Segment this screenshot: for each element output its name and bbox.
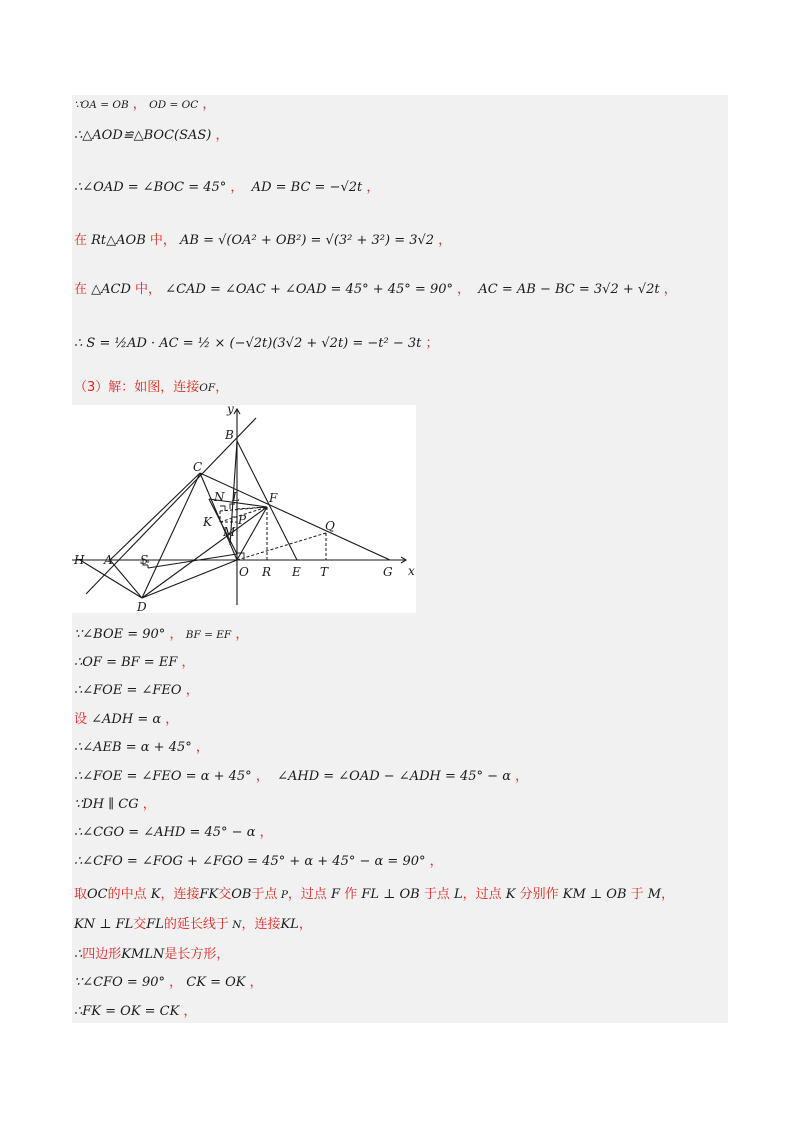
text-run: ， bbox=[434, 233, 452, 248]
text-run: ， bbox=[161, 712, 179, 727]
text-run: ， bbox=[231, 627, 249, 642]
text-run: AC = AB − BC = 3√2 + √2t bbox=[470, 282, 660, 297]
text-run: ； bbox=[421, 336, 439, 351]
text-run: OD = OC bbox=[145, 99, 199, 111]
solution-line bbox=[74, 740, 209, 756]
text-run: OC bbox=[87, 887, 108, 902]
text-run: CK = OK bbox=[182, 975, 246, 990]
solution-line bbox=[74, 683, 199, 699]
text-run: 的延长线于 bbox=[163, 917, 229, 932]
segment-AC bbox=[110, 473, 200, 560]
label-N: N bbox=[214, 490, 225, 504]
text-run: ∵∠BOE = 90° bbox=[74, 627, 166, 642]
text-run: KN ⊥ FL bbox=[74, 917, 134, 932]
text-run: 交 bbox=[218, 887, 232, 902]
text-run: Rt△AOB bbox=[91, 233, 146, 248]
text-run: 中， bbox=[130, 282, 162, 297]
text-run: ， bbox=[298, 917, 312, 932]
text-run: ， bbox=[362, 180, 380, 195]
label-x: x bbox=[408, 564, 415, 578]
text-run: ， bbox=[177, 655, 195, 670]
solution-line bbox=[74, 797, 156, 813]
text-run: ∴∠AEB = α + 45° bbox=[74, 740, 192, 755]
text-run: ∵DH ∥ CG bbox=[74, 797, 139, 812]
solution-line bbox=[74, 655, 195, 671]
text-run: ∴∠CFO = ∠FOG + ∠FGO = 45° + α + 45° − α = 90° bbox=[74, 854, 426, 869]
label-T: T bbox=[320, 565, 329, 579]
text-run: ∠CAD = ∠OAC + ∠OAD = 45° + 45° = 90° bbox=[161, 282, 453, 297]
text-run: ， bbox=[659, 282, 677, 297]
text-run: 交 bbox=[133, 917, 147, 932]
text-run: ∵OA = OB bbox=[74, 99, 129, 111]
text-run: 四边形 bbox=[82, 947, 122, 962]
solution-line bbox=[74, 947, 229, 963]
text-run: 分别作 bbox=[515, 887, 559, 902]
text-run: ∴ S = ½AD · AC = ½ × (−√2t)(3√2 + √2t) = −t² − 3t bbox=[74, 336, 422, 351]
segment-CG bbox=[200, 473, 390, 560]
text-run: ∴△AOD≌△BOC(SAS) bbox=[74, 128, 212, 143]
solution-line bbox=[74, 769, 528, 785]
label-Q: Q bbox=[325, 519, 335, 533]
solution-line bbox=[74, 975, 263, 991]
label-F: F bbox=[269, 491, 278, 505]
solution-line bbox=[74, 180, 379, 196]
text-run: ， bbox=[128, 97, 146, 112]
segment-DO bbox=[142, 560, 237, 598]
text-run: △ACD bbox=[91, 282, 131, 297]
text-run: ， bbox=[661, 887, 675, 902]
geometry-diagram bbox=[72, 405, 416, 613]
text-run: ∴∠CGO = ∠AHD = 45° − α bbox=[74, 825, 256, 840]
text-run: （3）解：如图，连接 bbox=[74, 380, 200, 395]
label-C: C bbox=[193, 460, 203, 474]
text-run: ∴OF = BF = EF bbox=[74, 655, 178, 670]
label-L: L bbox=[232, 490, 240, 504]
label-R: R bbox=[262, 565, 272, 579]
text-run: ， bbox=[251, 769, 269, 784]
text-run: ， bbox=[216, 947, 230, 962]
text-run: FL ⊥ OB bbox=[357, 887, 420, 902]
text-run: 设 bbox=[74, 712, 92, 727]
text-run: ， bbox=[245, 975, 263, 990]
text-run: AD = BC = −√2t bbox=[243, 180, 363, 195]
right-angle-mark-N bbox=[220, 506, 225, 511]
label-A: A bbox=[104, 553, 113, 567]
text-run: OF bbox=[199, 382, 216, 394]
text-run: KM ⊥ OB bbox=[558, 887, 627, 902]
label-S: S bbox=[140, 553, 149, 567]
text-run: ，过点 bbox=[462, 887, 502, 902]
text-run: 中， bbox=[145, 233, 176, 248]
solution-line bbox=[74, 712, 178, 728]
solution-line bbox=[74, 1004, 197, 1020]
text-run: K bbox=[146, 887, 161, 902]
text-run: ∠ADH = α bbox=[91, 712, 162, 727]
label-M: M bbox=[223, 525, 236, 539]
text-run: ，连接 bbox=[160, 887, 200, 902]
segment-AD bbox=[110, 560, 142, 598]
text-run: 的中点 bbox=[107, 887, 147, 902]
line-through-A-B bbox=[86, 418, 256, 594]
text-run: 于点 bbox=[419, 887, 450, 902]
text-run: BF = EF bbox=[182, 629, 232, 641]
text-run: FK bbox=[199, 887, 219, 902]
segment-CD bbox=[142, 473, 200, 598]
text-run: ∴∠FOE = ∠FEO bbox=[74, 683, 182, 698]
text-run: ， bbox=[255, 825, 273, 840]
solution-line bbox=[74, 917, 312, 933]
text-run: ， bbox=[453, 282, 471, 297]
text-run: ∵∠CFO = 90° bbox=[74, 975, 165, 990]
text-run: 于点 bbox=[251, 887, 278, 902]
text-run: K bbox=[501, 887, 516, 902]
text-run: ， bbox=[179, 1004, 197, 1019]
label-E: E bbox=[292, 565, 301, 579]
text-run: ∠AHD = ∠OAD − ∠ADH = 45° − α bbox=[268, 769, 511, 784]
text-run: 在 bbox=[74, 233, 92, 248]
label-H: H bbox=[74, 553, 85, 567]
solution-line bbox=[74, 233, 451, 249]
label-K: K bbox=[203, 515, 212, 529]
text-run: 作 bbox=[340, 887, 358, 902]
text-run: ， bbox=[181, 683, 199, 698]
solution-line bbox=[74, 627, 248, 643]
label-B: B bbox=[225, 428, 234, 442]
text-run: FL bbox=[146, 917, 164, 932]
text-run: M bbox=[643, 887, 662, 902]
label-P: P bbox=[238, 513, 247, 527]
solution-line bbox=[74, 128, 229, 144]
text-run: ，过点 bbox=[287, 887, 327, 902]
text-run: AB = √(OA² + OB²) = √(3² + 3²) = 3√2 bbox=[175, 233, 435, 248]
text-run: L bbox=[449, 887, 463, 902]
label-O: O bbox=[239, 565, 249, 579]
text-run: 取 bbox=[74, 887, 88, 902]
geometry-figure bbox=[72, 405, 416, 613]
text-run: ， bbox=[165, 627, 183, 642]
solution-line bbox=[74, 336, 439, 352]
solution-line bbox=[74, 825, 273, 841]
text-run: ， bbox=[215, 380, 229, 395]
text-run: ，连接 bbox=[241, 917, 281, 932]
text-run: ∴ bbox=[74, 947, 83, 962]
text-run: OB bbox=[231, 887, 252, 902]
text-run: KMLN bbox=[121, 947, 165, 962]
solution-line bbox=[74, 854, 443, 870]
text-run: ， bbox=[211, 128, 229, 143]
solution-line bbox=[74, 380, 228, 396]
text-run: ， bbox=[198, 97, 216, 112]
text-run: ∴∠OAD = ∠BOC = 45° bbox=[74, 180, 227, 195]
label-y: y bbox=[227, 405, 234, 416]
text-run: F bbox=[326, 887, 341, 902]
text-run: 在 bbox=[74, 282, 92, 297]
label-D: D bbox=[137, 600, 147, 613]
solution-line bbox=[74, 887, 674, 903]
text-run: 是长方形 bbox=[164, 947, 217, 962]
text-run: ， bbox=[511, 769, 529, 784]
text-run: ， bbox=[191, 740, 209, 755]
text-run: ∴FK = OK = CK bbox=[74, 1004, 180, 1019]
text-run: P bbox=[277, 889, 288, 901]
text-run: ， bbox=[425, 854, 443, 869]
text-run: 于 bbox=[626, 887, 644, 902]
text-run: ， bbox=[226, 180, 244, 195]
text-run: ， bbox=[138, 797, 156, 812]
text-run: KL bbox=[280, 917, 299, 932]
label-G: G bbox=[383, 565, 393, 579]
text-run: ∴∠FOE = ∠FEO = α + 45° bbox=[74, 769, 252, 784]
text-run: N bbox=[228, 919, 242, 931]
solution-line bbox=[74, 97, 215, 113]
text-run: ， bbox=[165, 975, 183, 990]
solution-line bbox=[74, 282, 677, 298]
